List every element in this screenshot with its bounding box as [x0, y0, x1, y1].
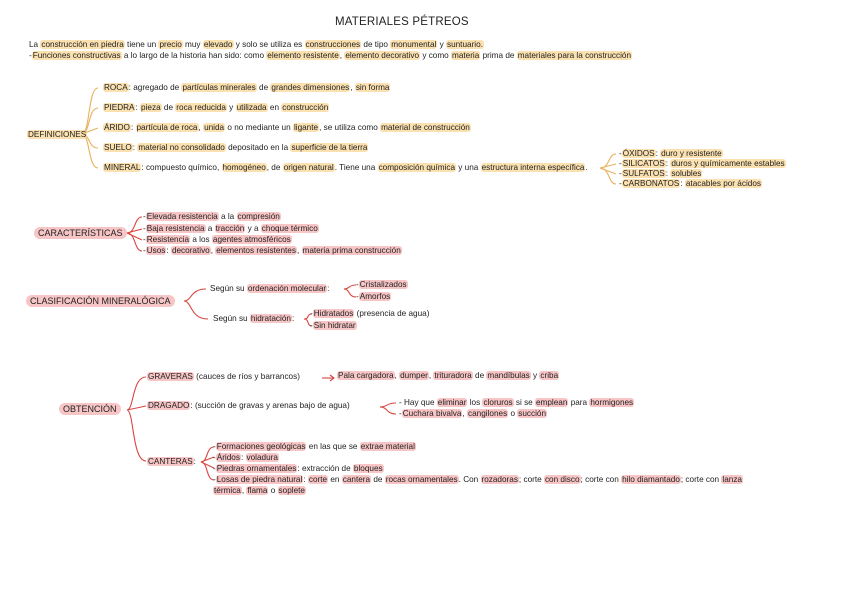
text: :: [166, 246, 171, 255]
highlight: ligante: [293, 123, 319, 132]
definition-piedra: [103, 103, 329, 113]
term: PIEDRA: [104, 103, 135, 112]
highlight: precio: [159, 40, 182, 49]
highlight: homogéneo: [222, 163, 266, 172]
text: :: [291, 314, 295, 323]
canteras: [147, 457, 196, 467]
highlight: Losas de piedra natural: [216, 475, 303, 484]
text: -: [143, 224, 146, 233]
text: tiene un: [124, 40, 159, 49]
term: SULFATOS: [622, 169, 665, 178]
text: si se: [513, 398, 535, 407]
highlight: atacables por ácidos: [685, 179, 761, 188]
highlight: ordenación molecular: [247, 284, 327, 293]
text: de: [371, 475, 385, 484]
text: :: [240, 453, 246, 462]
highlight: cangilones: [468, 409, 508, 418]
highlight: criba: [540, 371, 559, 380]
highlight: elemento resistente: [267, 51, 339, 60]
text: : (succión de gravas y arenas bajo de agua): [190, 401, 350, 410]
text: -: [619, 169, 622, 178]
text: :: [665, 169, 671, 178]
highlight: lanza: [722, 475, 742, 484]
term: DRAGADO: [148, 401, 190, 410]
highlight: Amorfos: [359, 292, 391, 301]
highlight: con disco: [544, 475, 580, 484]
highlight: Resistencia: [146, 235, 190, 244]
hidratacion: [213, 314, 294, 324]
dragado-item: [399, 409, 547, 419]
highlight: solubles: [671, 169, 702, 178]
text: :: [135, 103, 141, 112]
highlight: Sin hidratar: [313, 321, 356, 330]
text: en las que se: [306, 442, 360, 451]
dragado: [147, 401, 350, 411]
term: SUELO: [104, 143, 132, 152]
text: ,: [339, 51, 345, 60]
highlight: choque térmico: [261, 224, 318, 233]
text: de tipo: [361, 40, 391, 49]
text: :: [680, 179, 685, 188]
text: :: [303, 475, 308, 484]
term: CARBONATOS: [622, 179, 680, 188]
text: ,: [462, 409, 468, 418]
highlight: materia: [452, 51, 480, 60]
text: -: [29, 51, 32, 60]
text: ,: [296, 246, 302, 255]
text: de: [256, 83, 271, 92]
highlight: Hidratados: [313, 309, 354, 318]
term: ÁRIDO: [104, 123, 130, 132]
text: ; corte con: [580, 475, 622, 484]
highlight: Usos: [146, 246, 166, 255]
highlight: elevado: [203, 40, 233, 49]
text: a lo largo de la historia han sido: como: [121, 51, 267, 60]
highlight: estructura interna específica: [481, 163, 585, 172]
highlight: material no consolidado: [138, 143, 225, 152]
text: :: [655, 149, 661, 158]
definition-mineral: [103, 163, 588, 173]
text: o: [508, 409, 518, 418]
definiciones-label: [27, 130, 87, 140]
text: -: [619, 159, 622, 168]
term: GRAVERAS: [148, 372, 193, 381]
canteras-item: [213, 475, 743, 485]
text: :: [132, 143, 138, 152]
text: muy: [182, 40, 203, 49]
highlight: Áridos: [216, 453, 240, 462]
highlight: Funciones constructivas: [32, 51, 121, 60]
text: para: [568, 398, 590, 407]
highlight: elemento decorativo: [345, 51, 420, 60]
highlight: monumental: [391, 40, 437, 49]
dragado-item: [399, 398, 634, 408]
highlight: construcción en piedra: [41, 40, 124, 49]
highlight: partículas minerales: [182, 83, 256, 92]
text: : extracción de: [297, 464, 353, 473]
text: ,: [394, 371, 400, 380]
text: La: [29, 40, 41, 49]
highlight: superficie de la tierra: [291, 143, 368, 152]
hidratacion-item: [310, 309, 429, 319]
highlight: composición química: [378, 163, 456, 172]
highlight: sin forma: [355, 83, 390, 92]
caracteristica-item: [143, 212, 281, 222]
intro-line-1: [29, 40, 484, 50]
text: : agregado de: [128, 83, 182, 92]
highlight: pieza: [141, 103, 161, 112]
highlight: origen natural: [283, 163, 334, 172]
highlight: partícula de roca: [136, 123, 198, 132]
text: :: [665, 159, 671, 168]
definition-arido: [103, 123, 471, 133]
highlight: unida: [204, 123, 225, 132]
canteras-item: [213, 453, 279, 463]
highlight: extrae material: [360, 442, 415, 451]
highlight: Piedras ornamentales: [216, 464, 297, 473]
highlight: duro y resistente: [661, 149, 722, 158]
text: en: [267, 103, 282, 112]
highlight: compresión: [237, 212, 280, 221]
highlight: succión: [518, 409, 547, 418]
highlight: suntuario.: [446, 40, 483, 49]
highlight: construcciones: [305, 40, 361, 49]
text: . Con: [458, 475, 481, 484]
text: -: [356, 292, 359, 301]
text: -: [213, 464, 216, 473]
text: : compuesto químico,: [141, 163, 222, 172]
text: ,: [428, 371, 434, 380]
highlight: grandes dimensiones: [271, 83, 350, 92]
text: Según su: [210, 284, 247, 293]
highlight: cantera: [342, 475, 371, 484]
text: y solo se utiliza es: [233, 40, 305, 49]
text: :: [327, 284, 330, 293]
text: -: [143, 246, 146, 255]
text: y: [530, 371, 540, 380]
caracteristica-item: [143, 235, 292, 245]
text: y como: [420, 51, 451, 60]
definition-suelo: [103, 143, 368, 153]
text: depositado en la: [225, 143, 291, 152]
text: -: [310, 309, 313, 318]
canteras-item-continued: [213, 486, 306, 496]
text: , se utiliza como: [319, 123, 381, 132]
caracteristica-item: [143, 224, 319, 234]
molecular-item: [356, 280, 408, 290]
text: y: [437, 40, 446, 49]
highlight: mandíbulas: [487, 371, 530, 380]
highlight: corte: [308, 475, 328, 484]
term: ROCA: [104, 83, 128, 92]
canteras-item: [213, 464, 384, 474]
text: ,: [241, 486, 247, 495]
highlight: rocas ornamentales: [385, 475, 458, 484]
text: a la: [218, 212, 237, 221]
highlight: hilo diamantado: [622, 475, 680, 484]
highlight: materiales para la construcción: [517, 51, 632, 60]
text: y una: [456, 163, 481, 172]
highlight: eliminar: [437, 398, 467, 407]
term: MINERAL: [104, 163, 141, 172]
mineral-oxidos: [619, 149, 723, 159]
text: -: [213, 442, 216, 451]
text: o no mediante un: [225, 123, 293, 132]
highlight: roca reducida: [176, 103, 226, 112]
text: prima de: [480, 51, 517, 60]
text: , de: [266, 163, 283, 172]
text: los: [467, 398, 483, 407]
highlight: Cristalizados: [359, 280, 407, 289]
text: ; corte: [518, 475, 544, 484]
text: en: [328, 475, 342, 484]
highlight: bloques: [353, 464, 383, 473]
text: -: [619, 179, 622, 188]
highlight: dumper: [400, 371, 428, 380]
text: -: [143, 235, 146, 244]
highlight: Elevada resistencia: [146, 212, 218, 221]
highlight: elementos resistentes: [216, 246, 296, 255]
text: ,: [198, 123, 204, 132]
text: a: [205, 224, 215, 233]
definition-roca: [103, 83, 390, 93]
text: . Tiene una: [334, 163, 378, 172]
text: -: [356, 280, 359, 289]
graveras-detail: [337, 371, 559, 381]
text: ,: [350, 83, 355, 92]
text: ,: [210, 246, 216, 255]
highlight: Formaciones geológicas: [216, 442, 306, 451]
text: de: [161, 103, 176, 112]
text: y a: [245, 224, 261, 233]
clasificacion-label: CLASIFICACIÓN MINERALÓGICA: [26, 295, 175, 307]
highlight: decorativo: [171, 246, 210, 255]
canteras-item: [213, 442, 416, 452]
highlight: tracción: [215, 224, 245, 233]
text: -: [213, 475, 216, 484]
text: -: [213, 453, 216, 462]
text: -: [399, 409, 402, 418]
highlight: Baja resistencia: [146, 224, 205, 233]
text: -: [310, 321, 313, 330]
text: de: [472, 371, 487, 380]
text: (presencia de agua): [354, 309, 430, 318]
highlight: flama: [247, 486, 268, 495]
highlight: rozadoras: [481, 475, 518, 484]
text: :: [193, 457, 196, 466]
mineral-silicatos: [619, 159, 786, 169]
ordenacion-molecular: [210, 284, 329, 294]
page-title: MATERIALES PÉTREOS: [335, 16, 469, 28]
text: a los: [190, 235, 212, 244]
graveras: [147, 372, 300, 382]
text: - Hay que: [399, 398, 437, 407]
highlight: Pala cargadora: [338, 371, 394, 380]
text: -: [143, 212, 146, 221]
mineral-carbonatos: [619, 179, 762, 189]
highlight: térmica: [214, 486, 241, 495]
highlight: materia prima construcción: [302, 246, 401, 255]
highlight: hidratación: [250, 314, 291, 323]
text: Según su: [213, 314, 250, 323]
label: DEFINICIONES: [28, 130, 87, 139]
hidratacion-item: [310, 321, 357, 331]
term: CANTERAS: [148, 457, 193, 466]
highlight: emplean: [536, 398, 568, 407]
highlight: utilizada: [236, 103, 267, 112]
caracteristica-item: [143, 246, 402, 256]
text: -: [619, 149, 622, 158]
highlight: trituradora: [434, 371, 472, 380]
highlight: construcción: [282, 103, 329, 112]
highlight: Cuchara bivalva: [402, 409, 462, 418]
text: .: [585, 163, 588, 172]
molecular-item: [356, 292, 391, 302]
highlight: duros y químicamente estables: [671, 159, 785, 168]
term: ÓXIDOS: [622, 149, 655, 158]
text: o: [268, 486, 278, 495]
highlight: voladura: [246, 453, 278, 462]
highlight: cloruros: [483, 398, 513, 407]
mineral-sulfatos: [619, 169, 702, 179]
highlight: agentes atmosféricos: [212, 235, 291, 244]
caracteristicas-label: CARACTERÍSTICAS: [34, 227, 127, 239]
highlight: material de construcción: [381, 123, 470, 132]
intro-line-2: [29, 51, 632, 61]
text: :: [130, 123, 136, 132]
text: ; corte con: [680, 475, 722, 484]
term: SILICATOS: [622, 159, 665, 168]
text: y: [226, 103, 236, 112]
text: (cauces de ríos y barrancos): [193, 372, 300, 381]
highlight: soplete: [278, 486, 305, 495]
obtencion-label: OBTENCIÓN: [59, 403, 121, 415]
highlight: hormigones: [590, 398, 634, 407]
